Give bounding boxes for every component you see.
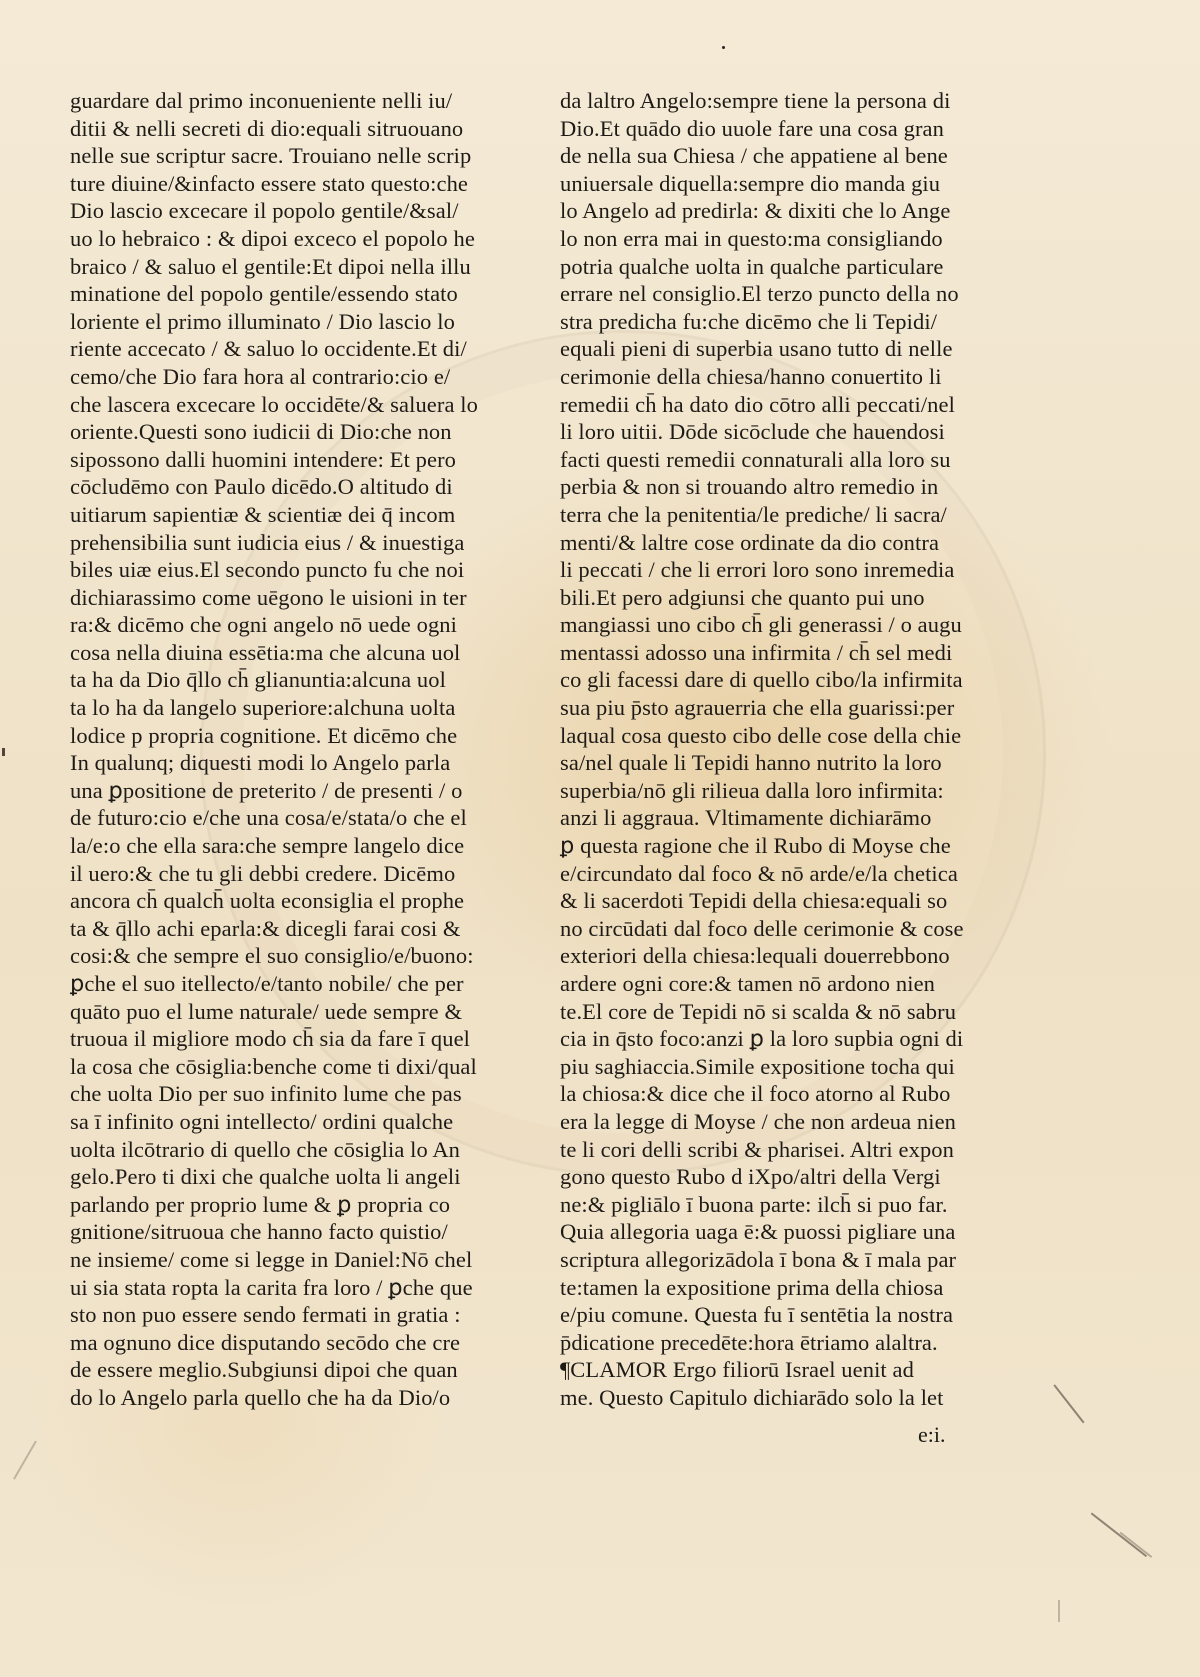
text-line: ardere ogni core:& tamen nō ardono nien [560,971,936,996]
text-line: Dio.Et quādo dio uuole fare una cosa gran [560,115,944,141]
text-line: braico / & saluo el gentile:Et dipoi nella illu [70,253,471,279]
text-line: riente accecato / & saluo lo occidente.Et di/ [70,336,467,362]
text-line: terra che la penitentia/le prediche/ li sacra/ [560,501,947,527]
text-line: gelo.Pero ti dixi che qualche uolta li angeli [70,1164,461,1190]
text-line: gono questo Rubo d iXpo/altri della Vergi [560,1164,941,1190]
text-line: cōcludēmo con Paulo dicēdo.O altitudo di [70,474,453,500]
text-line: ta & q̄llo achi eparla:& dicegli farai cosi & [70,915,461,941]
text-line: cerimonie della chiesa/hanno conuertito li [560,363,942,389]
text-line: biles uiæ eius.El secondo puncto fu che noi [70,557,465,583]
text-line: ui sia stata ropta la carita fra loro / ꝑche que [70,1274,473,1300]
text-line: perbia & non si trouando altro remedio in [560,474,939,500]
text-line: anzi li aggraua. Vltimamente dichiarāmo [560,805,932,831]
margin-stroke [1053,1385,1084,1424]
text-line: ditii & nelli secreti di dio:equali sitruouano [70,115,464,141]
text-line: de essere meglio.Subgiunsi dipoi che quan [70,1357,458,1383]
text-line: mentassi adosso una infirmita / ch̄ sel medi [560,639,953,665]
text-line: sa/nel quale li Tepidi hanno nutrito la loro [560,750,942,776]
text-line: cia in q̄sto foco:anzi ꝑ la loro supbia ogni di [560,1026,964,1052]
text-line: quāto puo el lume naturale/ uede sempre & [70,998,463,1024]
text-line: uitiarum sapientiæ & scientiæ dei q̄ incom [70,501,456,527]
text-line: ne insieme/ come si legge in Daniel:Nō chel [70,1246,473,1272]
text-line: la chiosa:& dice che il foco atorno al Rubo [560,1081,951,1107]
text-line: loriente el primo illuminato / Dio lascio lo [70,308,455,334]
text-line: potria qualche uolta in qualche particulare [560,253,944,279]
text-line: minatione del popolo gentile/essendo stato [70,281,458,307]
text-line: da laltro Angelo:sempre tiene la persona di [560,88,951,113]
text-line: stra predicha fu:che dicēmo che li Tepidi/ [560,308,938,334]
text-line: uniuersale diquella:sempre dio manda giu [560,170,941,196]
text-line: era la legge di Moyse / che non ardeua nien [560,1108,957,1134]
text-line: cosa nella diuina essētia:ma che alcuna uol [70,639,461,665]
text-line: remedii ch̄ ha dato dio cōtro alli peccati/nel [560,391,955,417]
text-line: cemo/che Dio fara hora al contrario:cio e/ [70,363,451,389]
text-line: Quia allegoria uaga ē:& puossi pigliare una [560,1219,956,1245]
text-line: p̄dicatione precedēte:hora ētriamo alaltra. [560,1329,938,1355]
text-line: guardare dal primo inconueniente nelli iu/ [70,88,453,113]
text-line: In qualunq; diquesti modi lo Angelo parla [70,750,451,776]
text-line: no circūdati dal foco delle cerimonie & cose [560,915,964,941]
text-line: facti questi remedii connaturali alla loro su [560,446,951,472]
text-line: sa ī infinito ogni intellecto/ ordini qualche [70,1108,454,1134]
text-line: che uolta Dio per suo infinito lume che pas [70,1081,462,1107]
text-line: prehensibilia sunt iudicia eius / & inuestiga [70,529,465,555]
margin-stroke [13,1441,36,1480]
text-line: la cosa che cōsiglia:benche come ti dixi/qual [70,1053,477,1079]
text-line: ture diuine/&infacto essere stato questo:che [70,170,469,196]
text-line: scriptura allegorizādola ī bona & ī mala par [560,1246,957,1272]
text-line: li peccati / che li errori loro sono inremedia [560,557,955,583]
text-line: parlando per proprio lume & ꝑ propria co [70,1191,451,1217]
text-line: una ꝑpositione de preterito / de presenti / o [70,777,463,803]
text-line: Dio lascio excecare il popolo gentile/&sal/ [70,198,459,224]
text-line: & li sacerdoti Tepidi della chiesa:equali so [560,888,948,914]
text-line: me. Questo Capitulo dichiarādo solo la let [560,1384,944,1410]
text-line: oriente.Questi sono iudicii di Dio:che non [70,419,452,445]
text-line: sipossono dalli huomini intendere: Et pero [70,446,457,472]
text-line: te.El core de Tepidi nō si scalda & nō sabru [560,998,957,1024]
text-line: lo Angelo ad predirla: & dixiti che lo Ange [560,198,951,224]
text-line: uo lo hebraico : & dipoi exceco el popolo he [70,225,475,251]
text-line: mangiassi uno cibo ch̄ gli generassi / o augu [560,612,962,638]
text-line: ¶CLAMOR Ergo filiorū Israel uenit ad [560,1357,914,1383]
margin-stroke [1120,1532,1152,1558]
text-line: de nella sua Chiesa / che appatiene al bene [560,143,948,169]
left-text-column [70,87,520,1412]
text-line: ma ognuno dice disputando secōdo che cre [70,1329,461,1355]
text-line: de futuro:cio e/che una cosa/e/stata/o che el [70,805,467,831]
text-line: li loro uitii. Dōde sicōclude che hauendosi [560,419,945,445]
text-line: ra:& dicēmo che ogni angelo nō uede ogni [70,612,458,638]
text-line: laqual cosa questo cibo delle cose della chie [560,722,962,748]
margin-stroke [1058,1600,1060,1622]
text-line: ta ha da Dio q̄llo ch̄ glianuntia:alcuna uol [70,667,446,693]
right-text-column [560,87,1020,1412]
text-line: errare nel consiglio.El terzo puncto della no [560,281,959,307]
text-line: piu saghiaccia.Simile expositione tocha qui [560,1053,955,1079]
text-line: bili.Et pero adgiunsi che quanto pui uno [560,584,925,610]
text-line: ꝑche el suo itellecto/e/tanto nobile/ che per [70,971,464,996]
text-line: te:tamen la expositione prima della chiosa [560,1274,944,1300]
text-line: sua piu p̄sto agrauerria che ella guarissi:per [560,695,955,721]
text-line: superbia/nō gli rilieua dalla loro infirmita: [560,777,944,803]
text-line: equali pieni di superbia usano tutto di nelle [560,336,953,362]
text-line: lodice p propria cognitione. Et dicēmo che [70,722,458,748]
text-line: cosi:& che sempre el suo consiglio/e/buono: [70,943,474,969]
text-line: te li cori delli scribi & pharisei. Altri expon [560,1136,954,1162]
text-line: sto non puo essere sendo fermati in gratia : [70,1302,461,1328]
text-line: exteriori della chiesa:lequali douerrebbono [560,943,950,969]
text-line: ta lo ha da langelo superiore:alchuna uolta [70,695,456,721]
text-line: ancora ch̄ qualch̄ uolta econsiglia el prophe [70,888,465,914]
text-line: ne:& pigliālo ī buona parte: ilch̄ si puo far. [560,1191,948,1217]
margin-stroke [1091,1513,1147,1557]
text-line: il uero:& che tu gli debbi credere. Dicēmo [70,860,456,886]
text-line: nelle sue scriptur sacre. Trouiano nelle scrip [70,143,472,169]
text-line: ꝑ questa ragione che il Rubo di Moyse che [560,833,951,859]
text-line: co gli facessi dare di quello cibo/la infirmita [560,667,963,693]
text-line: che lascera excecare lo occidēte/& saluera lo [70,391,478,417]
text-line: e/circundato dal foco & nō arde/e/la chetica [560,860,958,886]
text-line: la/e:o che ella sara:che sempre langelo dice [70,833,465,859]
text-line: truoua il migliore modo ch̄ sia da fare ī quel [70,1026,471,1052]
margin-stroke [2,748,5,756]
text-line: menti/& laltre cose ordinate da dio contra [560,529,940,555]
text-line: lo non erra mai in questo:ma consigliando [560,225,943,251]
ink-speck [722,46,725,49]
text-line: e/piu comune. Questa fu ī sentētia la nostra [560,1302,954,1328]
signature-mark: e:i. [918,1422,946,1447]
text-line: do lo Angelo parla quello che ha da Dio/o [70,1384,451,1410]
text-line: gnitione/sitruoua che hanno facto quistio/ [70,1219,448,1245]
text-line: dichiarassimo come uēgono le uisioni in ter [70,584,467,610]
text-line: uolta ilcōtrario di quello che cōsiglia lo An [70,1136,461,1162]
